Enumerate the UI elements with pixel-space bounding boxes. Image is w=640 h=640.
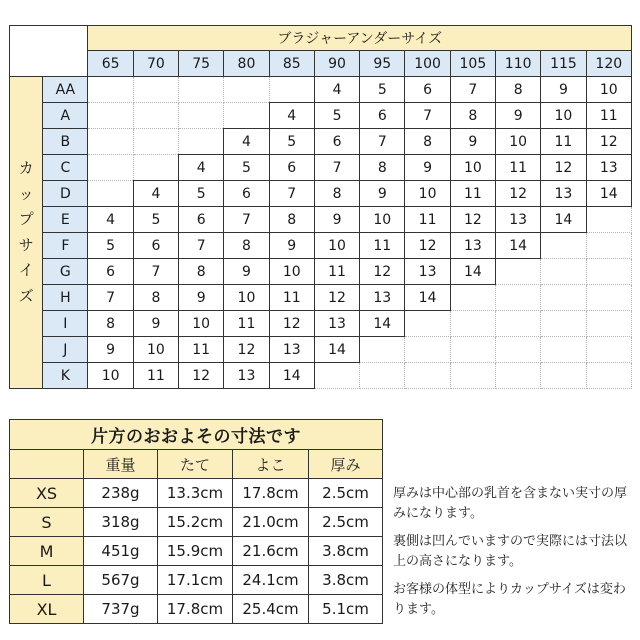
size-value-cell: 6 xyxy=(360,103,405,129)
cup-title-char: イ xyxy=(18,261,34,279)
cup-label-d: D xyxy=(43,181,88,207)
band-header-75: 75 xyxy=(179,51,224,77)
size-value-cell: 4 xyxy=(224,129,269,155)
empty-cell xyxy=(586,259,631,285)
size-value-cell: 7 xyxy=(133,259,178,285)
empty-cell xyxy=(88,181,133,207)
cup-label-e: E xyxy=(43,207,88,233)
empty-cell xyxy=(541,259,586,285)
size-value-cell: 10 xyxy=(133,337,178,363)
dimension-header-3: 厚み xyxy=(309,450,383,479)
size-value-cell: 11 xyxy=(541,129,586,155)
empty-cell xyxy=(541,363,586,389)
size-value-cell: 10 xyxy=(541,103,586,129)
note-thickness: 厚みは中心部の乳首を含まない実寸の厚みになります。 xyxy=(393,486,628,521)
size-value-cell: 8 xyxy=(314,181,359,207)
size-value-cell: 8 xyxy=(405,129,450,155)
dimension-table xyxy=(9,419,383,624)
size-value-cell: 13 xyxy=(224,363,269,389)
cup-label-j: J xyxy=(43,337,88,363)
size-value-cell: 4 xyxy=(314,77,359,103)
size-value-cell: 9 xyxy=(224,259,269,285)
size-value-cell: 7 xyxy=(314,155,359,181)
empty-cell xyxy=(133,155,178,181)
dimension-value-cell: 2.5cm xyxy=(309,479,383,508)
size-value-cell: 12 xyxy=(496,181,541,207)
size-value-cell: 11 xyxy=(405,207,450,233)
size-value-cell: 9 xyxy=(496,103,541,129)
dimension-value-cell: 318g xyxy=(84,508,158,537)
empty-cell xyxy=(541,311,586,337)
empty-cell xyxy=(496,363,541,389)
size-value-cell: 7 xyxy=(224,207,269,233)
empty-cell xyxy=(586,363,631,389)
size-value-cell: 6 xyxy=(88,259,133,285)
size-value-cell: 6 xyxy=(133,233,178,259)
size-value-cell: 6 xyxy=(269,155,314,181)
size-value-cell: 13 xyxy=(450,233,495,259)
empty-cell xyxy=(586,207,631,233)
size-value-cell: 13 xyxy=(496,207,541,233)
dimension-value-cell: 2.5cm xyxy=(309,508,383,537)
dimension-row-l xyxy=(10,566,383,595)
size-value-cell: 8 xyxy=(360,155,405,181)
band-header-110: 110 xyxy=(496,51,541,77)
size-value-cell: 8 xyxy=(224,233,269,259)
dimension-row-xl xyxy=(10,595,383,624)
cup-label-g: G xyxy=(43,259,88,285)
empty-cell xyxy=(496,285,541,311)
dimension-title: 片方のおおよその寸法です xyxy=(10,420,383,450)
cup-title-char: カ xyxy=(18,159,34,177)
size-value-cell: 9 xyxy=(360,181,405,207)
size-value-cell: 10 xyxy=(224,285,269,311)
size-value-cell: 13 xyxy=(541,181,586,207)
size-value-cell: 13 xyxy=(405,259,450,285)
cup-row-k xyxy=(10,363,632,389)
cup-row-h xyxy=(10,285,632,311)
cup-row-j xyxy=(10,337,632,363)
cup-label-aa: AA xyxy=(43,77,88,103)
cup-label-b: B xyxy=(43,129,88,155)
empty-cell xyxy=(541,337,586,363)
empty-cell xyxy=(133,103,178,129)
size-value-cell: 5 xyxy=(224,155,269,181)
empty-cell xyxy=(496,311,541,337)
band-header-120: 120 xyxy=(586,51,631,77)
dimension-value-cell: 21.0cm xyxy=(233,508,309,537)
empty-cell xyxy=(586,311,631,337)
size-value-cell: 5 xyxy=(360,77,405,103)
size-value-cell: 7 xyxy=(450,77,495,103)
size-value-cell: 12 xyxy=(179,363,224,389)
empty-cell xyxy=(179,77,224,103)
dimension-value-cell: 17.1cm xyxy=(158,566,233,595)
empty-cell xyxy=(541,233,586,259)
size-value-cell: 12 xyxy=(360,259,405,285)
dimension-value-cell: 451g xyxy=(84,537,158,566)
band-header-100: 100 xyxy=(405,51,450,77)
cup-row-d xyxy=(10,181,632,207)
size-value-cell: 6 xyxy=(314,129,359,155)
size-value-cell: 12 xyxy=(224,337,269,363)
size-value-cell: 4 xyxy=(269,103,314,129)
size-value-cell: 4 xyxy=(88,207,133,233)
size-value-cell: 5 xyxy=(269,129,314,155)
dimension-value-cell: 238g xyxy=(84,479,158,508)
size-value-cell: 11 xyxy=(496,155,541,181)
dimension-value-cell: 737g xyxy=(84,595,158,624)
size-value-cell: 6 xyxy=(224,181,269,207)
size-value-cell: 5 xyxy=(314,103,359,129)
empty-cell xyxy=(496,259,541,285)
band-header-95: 95 xyxy=(360,51,405,77)
empty-cell xyxy=(224,77,269,103)
size-value-cell: 13 xyxy=(269,337,314,363)
size-value-cell: 11 xyxy=(133,363,178,389)
cup-title-char: ズ xyxy=(18,286,34,305)
cup-label-f: F xyxy=(43,233,88,259)
size-value-cell: 7 xyxy=(405,103,450,129)
dimension-value-cell: 17.8cm xyxy=(158,595,233,624)
dimension-row-xs xyxy=(10,479,383,508)
cup-size-title xyxy=(10,77,43,389)
empty-cell xyxy=(133,77,178,103)
size-value-cell: 14 xyxy=(450,259,495,285)
dimension-row-s xyxy=(10,508,383,537)
size-value-cell: 12 xyxy=(314,285,359,311)
band-header-70: 70 xyxy=(133,51,178,77)
cup-row-e xyxy=(10,207,632,233)
size-value-cell: 14 xyxy=(496,233,541,259)
size-value-cell: 10 xyxy=(269,259,314,285)
notes xyxy=(393,484,638,628)
band-header-105: 105 xyxy=(450,51,495,77)
empty-cell xyxy=(405,337,450,363)
empty-cell xyxy=(405,363,450,389)
dimension-value-cell: 3.8cm xyxy=(309,566,383,595)
size-value-cell: 11 xyxy=(450,181,495,207)
dimension-value-cell: 3.8cm xyxy=(309,537,383,566)
size-value-cell: 11 xyxy=(586,103,631,129)
empty-cell xyxy=(269,77,314,103)
empty-cell xyxy=(179,103,224,129)
empty-cell xyxy=(314,363,359,389)
size-value-cell: 10 xyxy=(314,233,359,259)
size-value-cell: 7 xyxy=(269,181,314,207)
size-label-m: M xyxy=(10,537,84,566)
cup-title-char: ッ xyxy=(18,184,34,203)
dimension-value-cell: 5.1cm xyxy=(309,595,383,624)
dimension-value-cell: 567g xyxy=(84,566,158,595)
dimension-header-2: よこ xyxy=(233,450,309,479)
empty-cell xyxy=(88,77,133,103)
size-value-cell: 9 xyxy=(541,77,586,103)
dimension-header-0: 重量 xyxy=(84,450,158,479)
empty-cell xyxy=(450,337,495,363)
cup-title-char: プ xyxy=(18,210,34,228)
empty-cell xyxy=(179,129,224,155)
empty-cell xyxy=(586,337,631,363)
size-value-cell: 5 xyxy=(179,181,224,207)
size-value-cell: 11 xyxy=(179,337,224,363)
size-value-cell: 7 xyxy=(360,129,405,155)
cup-label-c: C xyxy=(43,155,88,181)
empty-cell xyxy=(405,311,450,337)
band-size-title: ブラジャーアンダーサイズ xyxy=(88,26,632,51)
size-value-cell: 7 xyxy=(179,233,224,259)
size-value-cell: 10 xyxy=(586,77,631,103)
cup-label-k: K xyxy=(43,363,88,389)
band-header-90: 90 xyxy=(314,51,359,77)
note-back-side: 裏側は凹んでいますので実際には寸法以上の高さになります。 xyxy=(393,534,628,569)
size-value-cell: 11 xyxy=(224,311,269,337)
cup-label-i: I xyxy=(43,311,88,337)
size-value-cell: 12 xyxy=(450,207,495,233)
size-value-cell: 14 xyxy=(269,363,314,389)
size-value-cell: 10 xyxy=(496,129,541,155)
size-value-cell: 12 xyxy=(541,155,586,181)
dimension-row-m xyxy=(10,537,383,566)
dimension-header-1: たて xyxy=(158,450,233,479)
size-value-cell: 12 xyxy=(405,233,450,259)
dimension-value-cell: 17.8cm xyxy=(233,479,309,508)
size-value-cell: 8 xyxy=(450,103,495,129)
cup-row-c xyxy=(10,155,632,181)
cup-row-i xyxy=(10,311,632,337)
size-value-cell: 5 xyxy=(88,233,133,259)
empty-cell xyxy=(360,337,405,363)
size-value-cell: 14 xyxy=(586,181,631,207)
cup-row-aa xyxy=(10,77,632,103)
bra-size-chart xyxy=(9,25,632,389)
cup-row-a xyxy=(10,103,632,129)
dimension-value-cell: 25.4cm xyxy=(233,595,309,624)
size-value-cell: 4 xyxy=(179,155,224,181)
size-label-xl: XL xyxy=(10,595,84,624)
size-value-cell: 9 xyxy=(405,155,450,181)
size-label-xs: XS xyxy=(10,479,84,508)
size-value-cell: 9 xyxy=(314,207,359,233)
size-value-cell: 14 xyxy=(541,207,586,233)
size-value-cell: 9 xyxy=(269,233,314,259)
size-value-cell: 10 xyxy=(360,207,405,233)
size-value-cell: 9 xyxy=(179,285,224,311)
size-value-cell: 7 xyxy=(88,285,133,311)
size-value-cell: 6 xyxy=(405,77,450,103)
size-value-cell: 10 xyxy=(179,311,224,337)
size-value-cell: 9 xyxy=(88,337,133,363)
size-value-cell: 11 xyxy=(269,285,314,311)
size-value-cell: 8 xyxy=(133,285,178,311)
empty-cell xyxy=(88,129,133,155)
empty-cell xyxy=(496,337,541,363)
dimension-value-cell: 24.1cm xyxy=(233,566,309,595)
size-label-s: S xyxy=(10,508,84,537)
empty-cell xyxy=(450,311,495,337)
size-value-cell: 9 xyxy=(133,311,178,337)
band-header-85: 85 xyxy=(269,51,314,77)
cup-label-a: A xyxy=(43,103,88,129)
size-value-cell: 8 xyxy=(496,77,541,103)
size-value-cell: 8 xyxy=(269,207,314,233)
empty-cell xyxy=(586,233,631,259)
chart-corner xyxy=(10,26,88,77)
size-value-cell: 11 xyxy=(314,259,359,285)
size-value-cell: 11 xyxy=(360,233,405,259)
dimension-header-blank xyxy=(10,450,84,479)
note-body-type: お客様の体型によりカップサイズは変わります。 xyxy=(393,582,626,617)
size-value-cell: 12 xyxy=(269,311,314,337)
empty-cell xyxy=(88,155,133,181)
cup-row-f xyxy=(10,233,632,259)
band-header-65: 65 xyxy=(88,51,133,77)
cup-row-g xyxy=(10,259,632,285)
size-value-cell: 10 xyxy=(450,155,495,181)
cup-row-b xyxy=(10,129,632,155)
size-value-cell: 13 xyxy=(586,155,631,181)
size-value-cell: 8 xyxy=(179,259,224,285)
dimension-header-row xyxy=(10,450,383,479)
empty-cell xyxy=(541,285,586,311)
dimension-value-cell: 15.9cm xyxy=(158,537,233,566)
size-value-cell: 10 xyxy=(88,363,133,389)
dimension-value-cell: 21.6cm xyxy=(233,537,309,566)
size-value-cell: 10 xyxy=(405,181,450,207)
size-label-l: L xyxy=(10,566,84,595)
empty-cell xyxy=(224,103,269,129)
size-value-cell: 5 xyxy=(133,207,178,233)
size-value-cell: 8 xyxy=(88,311,133,337)
size-value-cell: 12 xyxy=(586,129,631,155)
size-value-cell: 6 xyxy=(179,207,224,233)
size-value-cell: 9 xyxy=(450,129,495,155)
size-value-cell: 13 xyxy=(314,311,359,337)
empty-cell xyxy=(450,363,495,389)
size-value-cell: 14 xyxy=(314,337,359,363)
cup-title-char: サ xyxy=(18,235,34,254)
band-header-115: 115 xyxy=(541,51,586,77)
dimension-value-cell: 15.2cm xyxy=(158,508,233,537)
dimension-value-cell: 13.3cm xyxy=(158,479,233,508)
empty-cell xyxy=(586,285,631,311)
size-value-cell: 14 xyxy=(360,311,405,337)
empty-cell xyxy=(133,129,178,155)
cup-label-h: H xyxy=(43,285,88,311)
size-value-cell: 14 xyxy=(405,285,450,311)
band-header-row xyxy=(10,51,632,77)
empty-cell xyxy=(88,103,133,129)
empty-cell xyxy=(450,285,495,311)
empty-cell xyxy=(360,363,405,389)
band-header-80: 80 xyxy=(224,51,269,77)
size-value-cell: 13 xyxy=(360,285,405,311)
size-value-cell: 4 xyxy=(133,181,178,207)
